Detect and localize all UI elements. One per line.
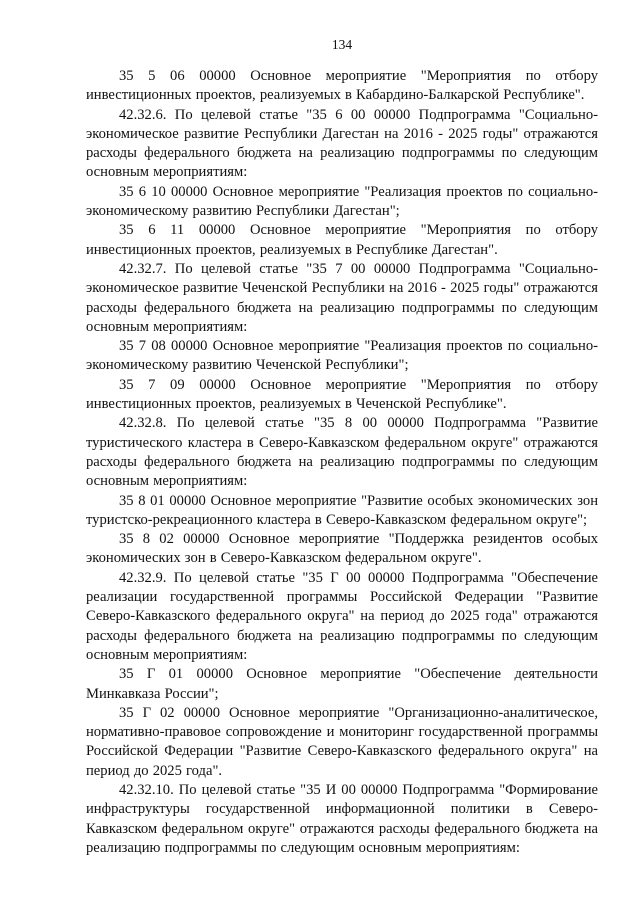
paragraph: 42.32.9. По целевой статье "35 Г 00 00000 Подпрограмма "Обеспечение реализации государственной программы Российской Федерации "Развитие Северо-Кавказского федерального округа" на период до 2025 года" отражаются расходы федерального бюджета на реализацию подпрограммы по следующим основным мероприятиям: (86, 569, 598, 663)
paragraph: 35 Г 02 00000 Основное мероприятие "Организационно-аналитическое, нормативно-правовое сопровождение и мониторинг государственной программы Российской Федерации "Развитие Северо-Кавказского федерального округа" на период до 2025 года". (86, 704, 598, 779)
paragraph: 42.32.6. По целевой статье "35 6 00 00000 Подпрограмма "Социально-экономическое развитие Республики Дагестан на 2016 - 2025 годы" отражаются расходы федерального бюджета на реализацию подпрограммы по следующим основным мероприятиям: (86, 106, 598, 181)
paragraph: 35 8 02 00000 Основное мероприятие "Поддержка резидентов особых экономических зон в Северо-Кавказском федеральном округе". (86, 531, 598, 567)
paragraph: 35 Г 01 00000 Основное мероприятие "Обеспечение деятельности Минкавказа России"; (86, 666, 598, 702)
paragraph: 35 7 08 00000 Основное мероприятие "Реализация проектов по социально-экономическому развитию Чеченской Республики"; (86, 338, 598, 374)
paragraph: 35 5 06 00000 Основное мероприятие "Мероприятия по отбору инвестиционных проектов, реализуемых в Кабардино-Балкарской Республике". (86, 68, 598, 104)
document-page (86, 36, 598, 858)
paragraph: 35 7 09 00000 Основное мероприятие "Мероприятия по отбору инвестиционных проектов, реализуемых в Чеченской Республике". (86, 376, 598, 413)
paragraph: 42.32.8. По целевой статье "35 8 00 00000 Подпрограмма "Развитие туристического кластера в Северо-Кавказском федеральном округе" отражаются расходы федерального бюджета на реализацию подпрограммы по следующим основным мероприятиям: (86, 415, 598, 490)
page-number: 134 (331, 37, 353, 52)
paragraph: 42.32.7. По целевой статье "35 7 00 00000 Подпрограмма "Социально-экономическое развитие Чеченской Республики на 2016 - 2025 годы" отражаются расходы федерального бюджета на реализацию подпрограммы по следующим основным мероприятиям: (86, 260, 598, 335)
paragraph: 42.32.10. По целевой статье "35 И 00 00000 Подпрограмма "Формирование инфраструктуры государственной информационной политики в Северо-Кавказском федеральном округе" отражаются расходы федерального бюджета на реализацию подпрограммы по следующим основным мероприятиям: (86, 781, 598, 856)
paragraph: 35 6 11 00000 Основное мероприятие "Мероприятия по отбору инвестиционных проектов, реализуемых в Республике Дагестан". (86, 222, 598, 258)
paragraph: 35 8 01 00000 Основное мероприятие "Развитие особых экономических зон туристско-рекреационного кластера в Северо-Кавказском федеральном округе"; (86, 492, 598, 528)
paragraph: 35 6 10 00000 Основное мероприятие "Реализация проектов по социально-экономическому развитию Республики Дагестан"; (86, 183, 598, 220)
